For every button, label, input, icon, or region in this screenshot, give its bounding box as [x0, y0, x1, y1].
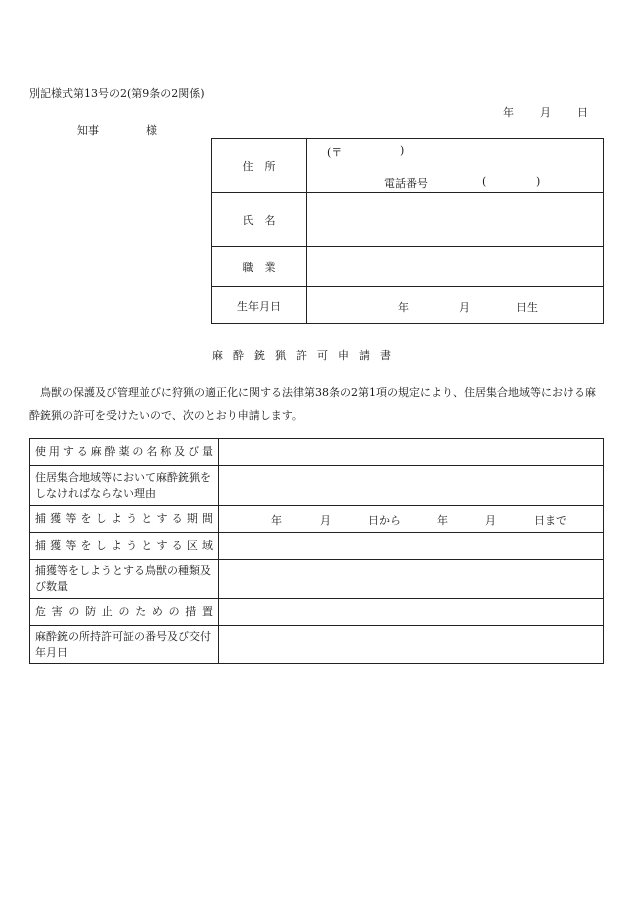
period-to-year: 年 — [437, 514, 448, 527]
period-from-month: 月 — [320, 514, 331, 527]
title-char: 可 — [317, 349, 328, 362]
body-text — [29, 381, 605, 427]
birthdate-row — [212, 287, 603, 324]
title-char: 書 — [380, 349, 391, 362]
postal-code-close: ) — [400, 144, 405, 157]
birth-day: 日生 — [516, 301, 538, 314]
occupation-label: 職 業 — [212, 247, 307, 286]
name-row — [212, 193, 603, 247]
measures-row — [30, 599, 603, 626]
date-year: 年 — [503, 106, 514, 119]
title-char: 請 — [359, 349, 370, 362]
postal-code-open: (〒 — [327, 146, 343, 159]
area-label: 捕獲等をしようとする区域 — [30, 533, 219, 559]
period-row — [30, 506, 603, 533]
address-label: 住 所 — [212, 139, 307, 192]
reason-label: 住居集合地域等において麻酔銃猟をしなければならない理由 — [30, 466, 219, 505]
birth-year: 年 — [398, 301, 409, 314]
title-char: 麻 — [212, 349, 223, 362]
title-char: 猟 — [275, 349, 286, 362]
measures-field[interactable] — [219, 599, 603, 625]
period-label: 捕獲等をしようとする期間 — [30, 506, 219, 532]
measures-label: 危害の防止のための措置 — [30, 599, 219, 625]
period-field[interactable] — [219, 506, 603, 532]
name-label: 氏 名 — [212, 193, 307, 246]
title-char: 申 — [338, 349, 349, 362]
reason-row — [30, 466, 603, 506]
address-field[interactable] — [307, 139, 603, 192]
period-to-day: 日まで — [534, 514, 567, 527]
date-line — [503, 104, 588, 120]
details-table — [29, 438, 604, 664]
drug-field[interactable] — [219, 439, 603, 465]
title-char: 許 — [296, 349, 307, 362]
period-from-day: 日から — [368, 514, 401, 527]
area-field[interactable] — [219, 533, 603, 559]
date-day: 日 — [577, 106, 588, 119]
date-month: 月 — [540, 106, 551, 119]
phone-label: 電話番号 — [384, 177, 428, 190]
addressee-honorific: 様 — [146, 124, 157, 137]
license-row — [30, 626, 603, 663]
occupation-field[interactable] — [307, 247, 603, 286]
addressee — [77, 122, 157, 138]
phone-close: ) — [536, 175, 541, 188]
birthdate-field[interactable] — [307, 287, 603, 324]
address-row — [212, 139, 603, 193]
species-label: 捕獲等をしようとする鳥獣の種類及び数量 — [30, 560, 219, 598]
species-row — [30, 560, 603, 599]
occupation-row — [212, 247, 603, 287]
drug-label: 使用する麻酔薬の名称及び量 — [30, 439, 219, 465]
title-char: 銃 — [254, 349, 265, 362]
addressee-governor: 知事 — [77, 124, 99, 137]
license-field[interactable] — [219, 626, 603, 663]
body-text-content: 鳥獣の保護及び管理並びに狩猟の適正化に関する法律第38条の2第1項の規定により、住居集合地域等における麻酔銃猟の許可を受けたいので、次のとおり申請します。 — [29, 386, 596, 422]
name-field[interactable] — [307, 193, 603, 246]
applicant-table — [211, 138, 604, 324]
title-char: 酔 — [233, 349, 244, 362]
period-to-month: 月 — [485, 514, 496, 527]
drug-row — [30, 439, 603, 466]
document-title — [212, 347, 401, 363]
species-field[interactable] — [219, 560, 603, 598]
license-label: 麻酔銃の所持許可証の番号及び交付年月日 — [30, 626, 219, 663]
period-from-year: 年 — [271, 514, 282, 527]
reason-field[interactable] — [219, 466, 603, 505]
birthdate-label: 生年月日 — [212, 287, 307, 324]
area-row — [30, 533, 603, 560]
form-number: 別記様式第13号の2(第9条の2関係) — [29, 87, 205, 100]
birth-month: 月 — [459, 301, 470, 314]
phone-open: ( — [482, 175, 487, 188]
